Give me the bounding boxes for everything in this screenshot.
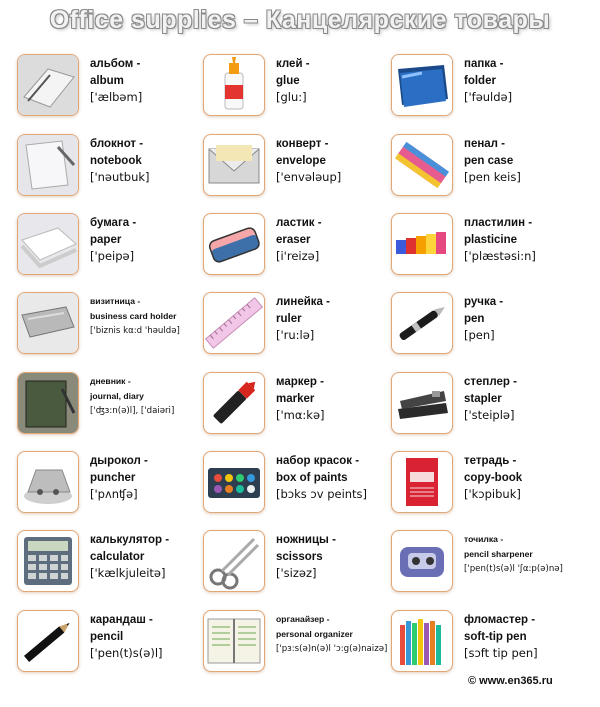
pencil-icon bbox=[17, 610, 79, 672]
transcription: ['ʤɜ:n(ə)l], ['daiəri] bbox=[90, 406, 175, 416]
transcription: [bɔks ɔv peints] bbox=[276, 487, 368, 501]
felt-pens-icon bbox=[391, 610, 453, 672]
calculator-icon bbox=[17, 530, 79, 592]
english-word: copy-book bbox=[464, 471, 523, 484]
transcription: ['nəutbuk] bbox=[90, 170, 150, 184]
english-word: folder bbox=[464, 74, 496, 87]
notebook-icon bbox=[17, 134, 79, 196]
transcription: [glu:] bbox=[276, 90, 307, 104]
transcription: ['kɔpibuk] bbox=[464, 487, 521, 501]
english-word: envelope bbox=[276, 154, 326, 167]
vocab-item bbox=[17, 54, 207, 126]
stapler-icon bbox=[391, 372, 453, 434]
envelope-icon bbox=[203, 134, 265, 196]
vocab-item bbox=[203, 292, 393, 364]
vocab-item bbox=[17, 134, 207, 206]
transcription: [pen] bbox=[464, 328, 495, 342]
english-word: eraser bbox=[276, 233, 311, 246]
russian-word: тетрадь - bbox=[464, 455, 517, 467]
russian-word: линейка - bbox=[276, 296, 330, 308]
paints-icon bbox=[203, 451, 265, 513]
vocab-item bbox=[391, 372, 581, 444]
organizer-icon bbox=[203, 610, 265, 672]
russian-word: конверт - bbox=[276, 138, 329, 150]
vocab-item bbox=[203, 372, 393, 444]
russian-word: степлер - bbox=[464, 376, 517, 388]
russian-word: ластик - bbox=[276, 217, 322, 229]
pen-case-icon bbox=[391, 134, 453, 196]
eraser-icon bbox=[203, 213, 265, 275]
transcription: ['kælkjuleitə] bbox=[90, 566, 166, 580]
russian-word: пенал - bbox=[464, 138, 506, 150]
copyright: © www.en365.ru bbox=[468, 675, 553, 687]
pen-icon bbox=[391, 292, 453, 354]
vocab-item bbox=[391, 451, 581, 523]
english-word: puncher bbox=[90, 471, 136, 484]
transcription: ['mα:kə] bbox=[276, 408, 325, 422]
russian-word: папка - bbox=[464, 58, 504, 70]
english-word: box of paints bbox=[276, 471, 348, 484]
vocab-item bbox=[203, 451, 393, 523]
russian-word: пластилин - bbox=[464, 217, 533, 229]
russian-word: точилка - bbox=[464, 534, 504, 544]
vocab-item bbox=[391, 530, 581, 602]
russian-word: ручка - bbox=[464, 296, 504, 308]
transcription: ['pen(t)s(ə)l 'ʃα:p(ə)nə] bbox=[464, 564, 563, 574]
russian-word: блокнот - bbox=[90, 138, 144, 150]
russian-word: визитница - bbox=[90, 296, 141, 306]
marker-icon bbox=[203, 372, 265, 434]
russian-word: бумага - bbox=[90, 217, 137, 229]
transcription: ['pʌnʧə] bbox=[90, 487, 138, 501]
transcription: ['fəuldə] bbox=[464, 90, 513, 104]
card-holder-icon bbox=[17, 292, 79, 354]
vocab-item bbox=[391, 292, 581, 364]
russian-word: набор красок - bbox=[276, 455, 360, 467]
vocab-item bbox=[391, 134, 581, 206]
russian-word: дневник - bbox=[90, 376, 131, 386]
russian-word: дырокол - bbox=[90, 455, 148, 467]
english-word: glue bbox=[276, 74, 300, 87]
copybook-icon bbox=[391, 451, 453, 513]
vocab-item bbox=[391, 610, 581, 682]
transcription: ['biznis kα:d 'həuldə] bbox=[90, 326, 180, 336]
transcription: ['peipə] bbox=[90, 249, 135, 263]
vocab-item bbox=[17, 292, 207, 364]
english-word: album bbox=[90, 74, 124, 87]
transcription: ['pɜ:s(ə)n(ə)l 'ɔ:g(ə)naizə] bbox=[276, 644, 388, 654]
english-word: stapler bbox=[464, 392, 502, 405]
ruler-icon bbox=[203, 292, 265, 354]
english-word: soft-tip pen bbox=[464, 630, 527, 643]
russian-word: органайзер - bbox=[276, 614, 330, 624]
vocab-item bbox=[17, 530, 207, 602]
transcription: ['steiplə] bbox=[464, 408, 515, 422]
english-word: pen bbox=[464, 312, 485, 325]
transcription: [i'reizə] bbox=[276, 249, 320, 263]
folder-icon bbox=[391, 54, 453, 116]
plasticine-icon bbox=[391, 213, 453, 275]
album-icon bbox=[17, 54, 79, 116]
vocab-item bbox=[17, 610, 207, 682]
puncher-icon bbox=[17, 451, 79, 513]
english-word: marker bbox=[276, 392, 315, 405]
transcription: ['plæstəsi:n] bbox=[464, 249, 536, 263]
paper-icon bbox=[17, 213, 79, 275]
english-word: pen case bbox=[464, 154, 514, 167]
english-word: pencil sharpener bbox=[464, 549, 533, 559]
russian-word: карандаш - bbox=[90, 614, 153, 626]
vocab-item bbox=[391, 54, 581, 126]
transcription: ['sizəz] bbox=[276, 566, 317, 580]
transcription: [pen keis] bbox=[464, 170, 521, 184]
english-word: paper bbox=[90, 233, 122, 246]
sharpener-icon bbox=[391, 530, 453, 592]
vocab-item bbox=[203, 54, 393, 126]
transcription: ['pen(t)s(ə)l] bbox=[90, 646, 163, 660]
english-word: business card holder bbox=[90, 311, 177, 321]
transcription: ['ru:lə] bbox=[276, 328, 315, 342]
russian-word: калькулятор - bbox=[90, 534, 170, 546]
transcription: ['ælbəm] bbox=[90, 90, 143, 104]
transcription: [sɔft tip pen] bbox=[464, 646, 538, 660]
vocab-item bbox=[391, 213, 581, 285]
english-word: journal, diary bbox=[90, 391, 144, 401]
english-word: personal organizer bbox=[276, 629, 353, 639]
diary-icon bbox=[17, 372, 79, 434]
english-word: notebook bbox=[90, 154, 142, 167]
vocab-item bbox=[17, 213, 207, 285]
vocab-item bbox=[203, 213, 393, 285]
vocab-item bbox=[203, 134, 393, 206]
russian-word: клей - bbox=[276, 58, 310, 70]
english-word: scissors bbox=[276, 550, 323, 563]
russian-word: ножницы - bbox=[276, 534, 336, 546]
scissors-icon bbox=[203, 530, 265, 592]
page-title: Office supplies – Канцелярские товары bbox=[49, 6, 551, 34]
english-word: ruler bbox=[276, 312, 302, 325]
vocab-item bbox=[203, 610, 393, 682]
english-word: calculator bbox=[90, 550, 145, 563]
russian-word: маркер - bbox=[276, 376, 324, 388]
transcription: ['envələup] bbox=[276, 170, 342, 184]
russian-word: альбом - bbox=[90, 58, 141, 70]
english-word: plasticine bbox=[464, 233, 518, 246]
vocab-item bbox=[203, 530, 393, 602]
russian-word: фломастер - bbox=[464, 614, 536, 626]
vocab-item bbox=[17, 372, 207, 444]
glue-icon bbox=[203, 54, 265, 116]
english-word: pencil bbox=[90, 630, 124, 643]
vocab-item bbox=[17, 451, 207, 523]
